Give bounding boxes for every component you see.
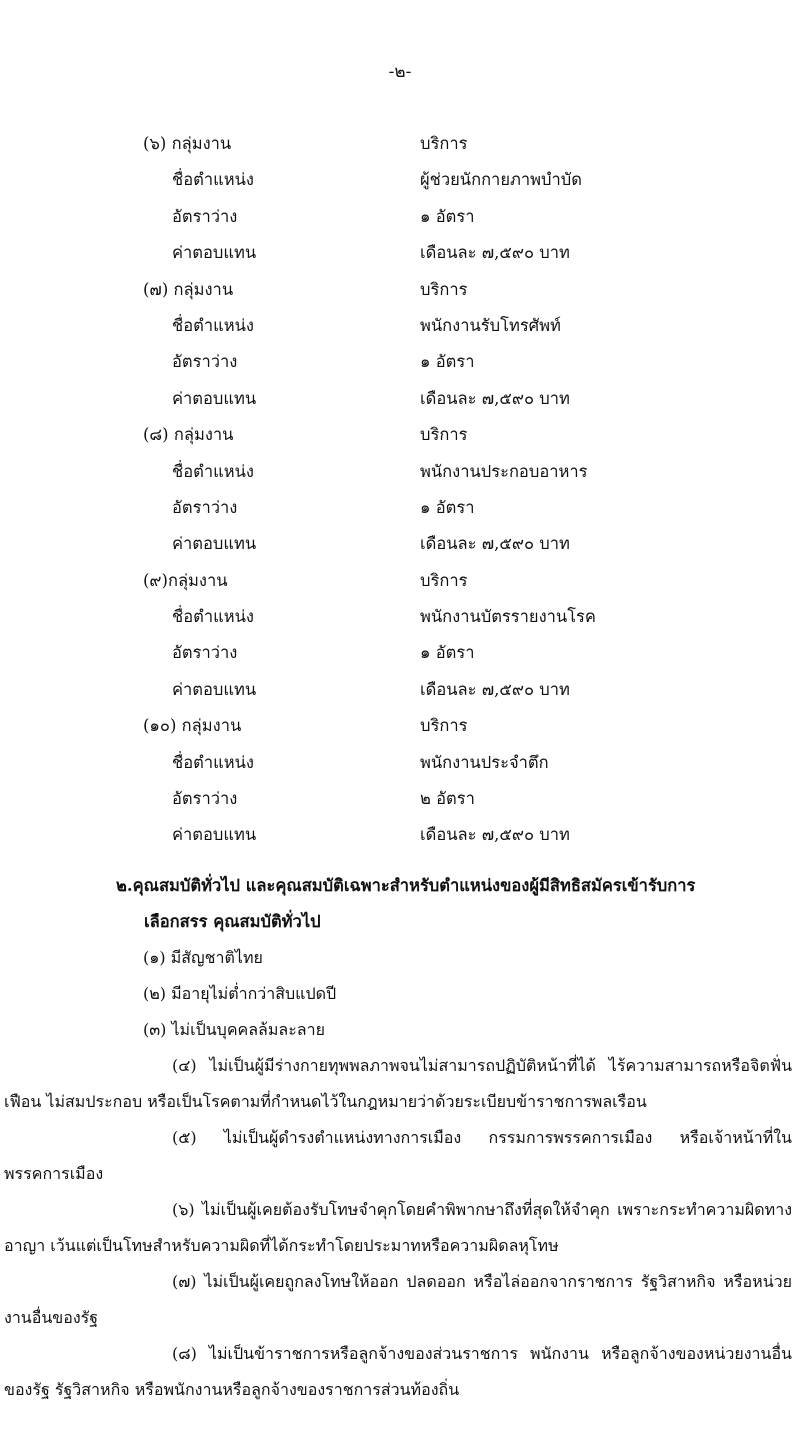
qualification-item: (๗) ไม่เป็นผู้เคยถูกลงโทษให้ออก ปลดออก หรือไล่ออกจากราชการ รัฐวิสาหกิจ หรือหน่วยงานอื่นของรัฐ (4, 1272, 792, 1327)
qualification-item: (๘) ไม่เป็นข้าราชการหรือลูกจ้างของส่วนราชการ พนักงาน หรือลูกจ้างของหน่วยงานอื่นของรัฐ รัฐวิสาหกิจ หรือพนักงานหรือลูกจ้างของราชการส่วนท้องถิ่น (4, 1344, 792, 1399)
pay-value: เดือนละ ๗,๕๙๐ บาท (420, 388, 570, 408)
vacancy-label: อัตราว่าง (172, 789, 238, 809)
vacancy-label: อัตราว่าง (172, 352, 238, 372)
pay-value: เดือนละ ๗,๕๙๐ บาท (420, 534, 570, 554)
title-label: ชื่อตำแหน่ง (172, 315, 254, 335)
section-2-heading-line-1: ๒.คุณสมบัติทั่วไป และคุณสมบัติเฉพาะสำหรับตำแหน่งของผู้มีสิทธิสมัครเข้ารับการ (116, 876, 696, 895)
group-value: บริการ (420, 570, 468, 590)
position-group-row (0, 417, 800, 453)
position-title-row (0, 599, 800, 635)
position-group-row (0, 272, 800, 308)
qualification-item: (๒) มีอายุไม่ต่ำกว่าสิบแปดปี (143, 984, 337, 1003)
position-vacancy-row (0, 344, 800, 380)
qualifications-list (0, 940, 800, 1408)
position-pay-row (0, 672, 800, 708)
position-vacancy-row (0, 635, 800, 671)
page-number: -๒- (388, 62, 412, 82)
position-title-row (0, 454, 800, 490)
title-value: พนักงานรับโทรศัพท์ (420, 315, 561, 335)
position-pay-row (0, 381, 800, 417)
pay-label: ค่าตอบแทน (172, 534, 257, 554)
vacancy-label: อัตราว่าง (172, 206, 238, 226)
position-pay-row (0, 526, 800, 562)
group-label: (๗) กลุ่มงาน (143, 279, 234, 299)
group-value: บริการ (420, 716, 468, 736)
section-2-heading (116, 868, 792, 940)
position-vacancy-row (0, 781, 800, 817)
position-vacancy-row (0, 199, 800, 235)
pay-label: ค่าตอบแทน (172, 679, 257, 699)
pay-label: ค่าตอบแทน (172, 388, 257, 408)
position-group-row (0, 708, 800, 744)
vacancy-label: อัตราว่าง (172, 497, 238, 517)
title-label: ชื่อตำแหน่ง (172, 170, 254, 190)
qualification-item: (๑) มีสัญชาติไทย (143, 948, 263, 967)
pay-value: เดือนละ ๗,๕๙๐ บาท (420, 825, 570, 845)
vacancy-value: ๑ อัตรา (420, 643, 475, 663)
title-value: พนักงานบัตรรายงานโรค (420, 607, 596, 627)
title-label: ชื่อตำแหน่ง (172, 461, 254, 481)
pay-label: ค่าตอบแทน (172, 825, 257, 845)
title-value: ผู้ช่วยนักกายภาพบำบัด (420, 170, 582, 190)
title-label: ชื่อตำแหน่ง (172, 607, 254, 627)
pay-value: เดือนละ ๗,๕๙๐ บาท (420, 679, 570, 699)
section-2-heading-line-2: เลือกสรร คุณสมบัติทั่วไป (144, 912, 321, 931)
position-group-row (0, 563, 800, 599)
group-label: (๙)กลุ่มงาน (143, 570, 228, 590)
position-pay-row (0, 817, 800, 853)
pay-label: ค่าตอบแทน (172, 243, 257, 263)
qualification-item: (๓) ไม่เป็นบุคคลล้มละลาย (143, 1020, 325, 1039)
qualification-item: (๖) ไม่เป็นผู้เคยต้องรับโทษจำคุกโดยคำพิพากษาถึงที่สุดให้จำคุก เพราะกระทำความผิดทางอาญา เว้นแต่เป็นโทษสำหรับความผิดที่ได้กระทำโดยประมาทหรือความผิดลหุโทษ (4, 1200, 792, 1255)
group-value: บริการ (420, 279, 468, 299)
group-label: (๖) กลุ่มงาน (143, 134, 232, 153)
group-label: (๑๐) กลุ่มงาน (143, 716, 242, 736)
group-value: บริการ (420, 425, 468, 445)
pay-value: เดือนละ ๗,๕๙๐ บาท (420, 243, 570, 263)
position-title-row (0, 745, 800, 781)
position-group-row (0, 126, 800, 162)
title-value: พนักงานประกอบอาหาร (420, 461, 588, 481)
position-pay-row (0, 235, 800, 271)
vacancy-value: ๒ อัตรา (420, 789, 475, 809)
position-title-row (0, 162, 800, 198)
title-value: พนักงานประจำตึก (420, 752, 549, 772)
position-vacancy-row (0, 490, 800, 526)
group-value: บริการ (420, 134, 468, 153)
vacancy-value: ๑ อัตรา (420, 497, 475, 517)
position-title-row (0, 308, 800, 344)
qualification-item: (๕) ไม่เป็นผู้ดำรงตำแหน่งทางการเมือง กรรมการพรรคการเมือง หรือเจ้าหน้าที่ในพรรคการเมือง (4, 1128, 792, 1183)
vacancy-label: อัตราว่าง (172, 643, 238, 663)
vacancy-value: ๑ อัตรา (420, 206, 475, 226)
group-label: (๘) กลุ่มงาน (143, 425, 234, 445)
positions-list (0, 126, 800, 854)
qualification-item: (๔) ไม่เป็นผู้มีร่างกายทุพพลภาพจนไม่สามารถปฏิบัติหน้าที่ได้ ไร้ความสามารถหรือจิตฟั่นเฟือน ไม่สมประกอบ หรือเป็นโรคตามที่กำหนดไว้ในกฎหมายว่าด้วยระเบียบข้าราชการพลเรือน (4, 1056, 792, 1111)
title-label: ชื่อตำแหน่ง (172, 752, 254, 772)
vacancy-value: ๑ อัตรา (420, 352, 475, 372)
